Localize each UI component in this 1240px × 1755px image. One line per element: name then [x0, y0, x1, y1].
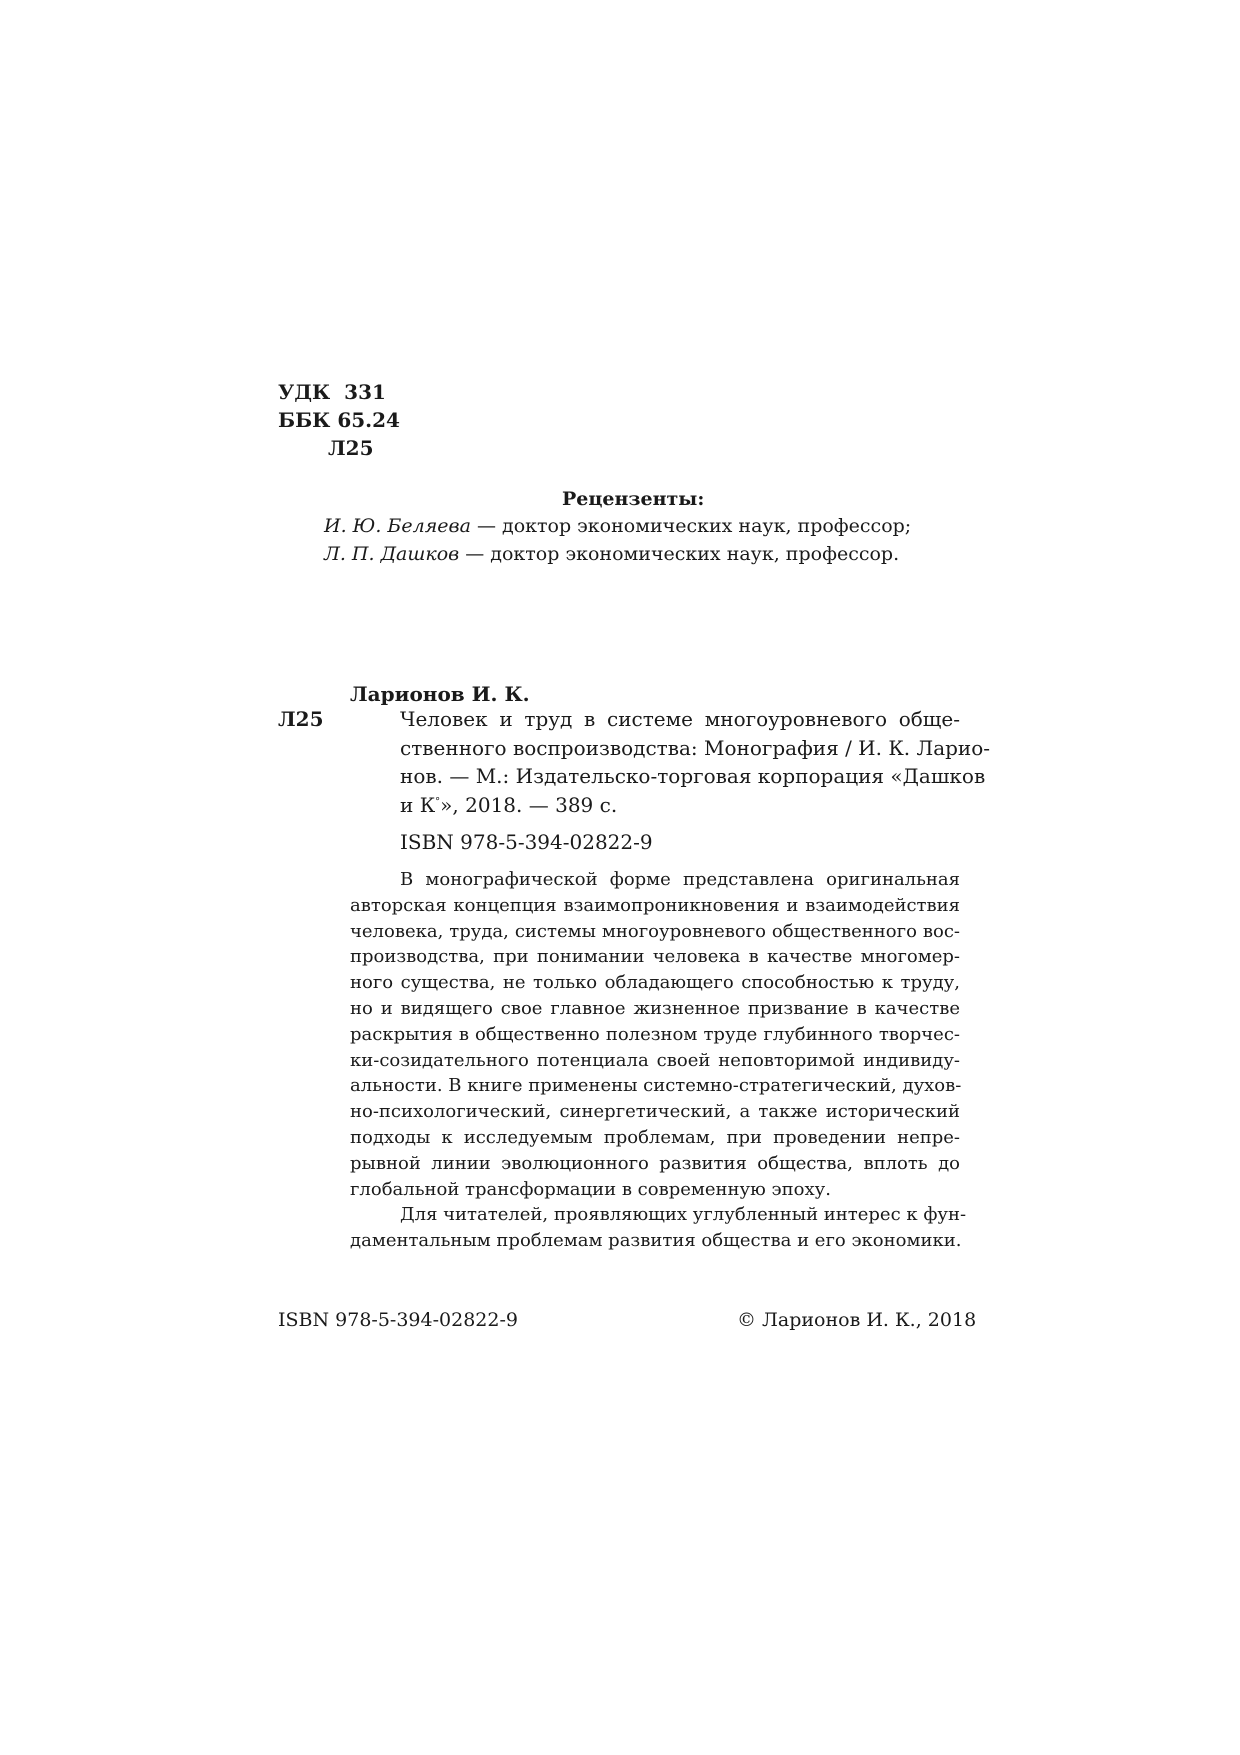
reviewer-1 — [324, 512, 911, 540]
bbk-line — [278, 406, 400, 434]
annotation-line: рывной линии эволюционного развития общества, вплоть до — [350, 1152, 960, 1174]
annotation-line: альности. В книге применены системно-стратегический, духов- — [350, 1075, 962, 1097]
annotation-line: глобальной трансформации в современную эпоху. — [350, 1178, 831, 1200]
udk-label: УДК — [278, 380, 331, 404]
card-line: нов. — М.: Издательско-торговая корпорация «Дашков — [400, 764, 986, 789]
bbk-value: 65.24 — [337, 408, 400, 432]
annotation-line: но и видящего свое главное жизненное призвание в качестве — [350, 997, 960, 1019]
annotation-line: подходы к исследуемым проблемам, при проведении непре- — [350, 1126, 960, 1148]
footer-copyright: © Ларионов И. К., 2018 — [737, 1309, 977, 1331]
bbk-label: ББК — [278, 408, 331, 432]
annotation — [350, 867, 967, 1254]
reviewer-2 — [324, 540, 899, 568]
audience-line: даментальным проблемам развития общества и его экономики. — [350, 1230, 962, 1252]
reviewers-title: Рецензенты: — [562, 488, 705, 510]
annotation-line: ки-созидательного потенциала своей неповторимой индивиду- — [350, 1049, 960, 1071]
reviewer-2-desc: — доктор экономических наук, профессор. — [459, 543, 900, 565]
card-line: ственного воспроизводства: Монография / И. К. Ларио- — [400, 735, 991, 760]
annotation-line: авторская концепция взаимопроникновения и взаимодействия — [350, 894, 960, 916]
annotation-line: ного существа, не только обладающего способностью к труду, — [350, 972, 960, 994]
annotation-line: раскрытия в общественно полезном труде глубинного творчес- — [350, 1023, 960, 1045]
udk-line — [278, 378, 386, 406]
annotation-line: человека, труда, системы многоуровневого общественного вос- — [350, 920, 960, 942]
reviewer-2-name: Л. П. Дашков — [324, 543, 460, 565]
footer-isbn: ISBN 978-5-394-02822-9 — [278, 1309, 518, 1331]
card-line: Человек и труд в системе многоуровневого обще- — [400, 707, 960, 731]
card-description — [400, 705, 991, 819]
audience-line: Для читателей, проявляющих углубленный интерес к фун- — [400, 1204, 967, 1226]
card-isbn: ISBN 978-5-394-02822-9 — [400, 830, 653, 854]
reviewer-1-name: И. Ю. Беляева — [324, 515, 471, 537]
card-author: Ларионов И. К. — [350, 682, 530, 706]
card-line: и К°», 2018. — 389 с. — [400, 792, 618, 817]
card-mark: Л25 — [278, 707, 324, 731]
annotation-line: производства, при понимании человека в качестве многомер- — [350, 946, 960, 968]
annotation-line: В монографической форме представлена оригинальная — [400, 869, 960, 890]
annotation-line: но-психологический, синергетический, а также исторический — [350, 1101, 960, 1123]
reviewer-1-desc: — доктор экономических наук, профессор; — [470, 515, 912, 537]
author-mark: Л25 — [328, 436, 374, 460]
udk-value: 331 — [344, 380, 386, 404]
